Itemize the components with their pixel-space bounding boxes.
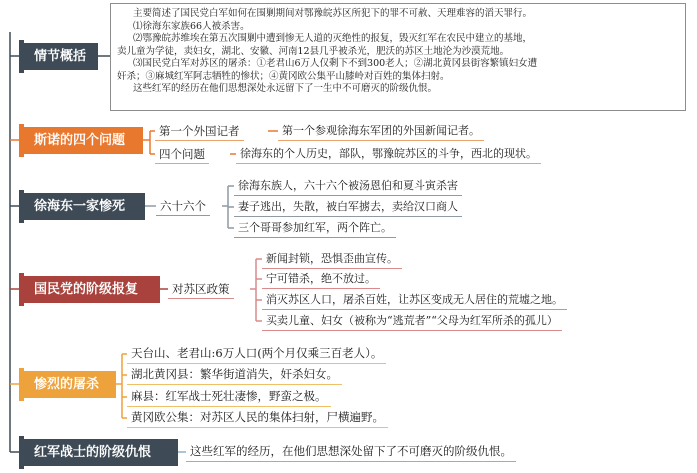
soviet-area-policy-hub: 对苏区政策 [168, 280, 234, 299]
family-item-2: 妻子逃出，失散，被白军掳去，卖给汉口商人 [234, 198, 462, 217]
first-foreign-reporter-label: 第一个外国记者 [155, 122, 244, 141]
summary-line-2: ⑴徐海东家族66人被杀害。 [133, 20, 250, 32]
sixty-six-hub: 六十六个 [156, 197, 210, 216]
category-plot-summary: 情节概括 [24, 43, 98, 70]
summary-line-5: ⑶国民党白军对苏区的屠杀：①老君山6万人仅剩下不到300老人；②湖北黄冈县街容繁镇妇女遭 [133, 58, 538, 69]
summary-line-1: 主要简述了国民党白军如何在围剿期间对鄂豫皖苏区所犯下的罪不可赦、天理难容的滔天罪行。 [133, 8, 533, 19]
policy-item-4: 买卖儿童、妇女（被称为“逃荒者”“父母为红军所杀的孤儿） [262, 312, 562, 331]
category-brutal-massacre: 惨烈的屠杀 [24, 371, 116, 398]
summary-line-3: ⑵鄂豫皖苏维埃在第五次围剿中遭到惨无人道的灭绝性的报复，毁灭红军在农民中建立的基地， [133, 33, 533, 44]
category-xu-family-deaths: 徐海东一家惨死 [24, 193, 145, 220]
class-hatred-detail: 这些红军的经历，在他们思想深处留下了不可磨灭的阶级仇恨。 [186, 441, 516, 462]
family-item-1: 徐海东族人，六十六个被汤恩伯和夏斗寅杀害 [234, 177, 462, 196]
policy-item-3: 消灭苏区人口，屠杀百姓，让苏区变成无人居住的荒墟之地。 [262, 291, 567, 310]
category-snow-four-questions: 斯诺的四个问题 [24, 127, 143, 154]
summary-line-7: 这些红军的经历在他们思想深处永远留下了一生中不可磨灭的阶级仇恨。 [133, 83, 438, 94]
policy-item-1: 新闻封锁，恐惧歪曲宣传。 [262, 250, 402, 269]
category-red-army-class-hatred: 红军战士的阶级仇恨 [24, 439, 178, 466]
massacre-item-4: 黄冈欧公集：对苏区人民的集体扫射，尸横遍野。 [127, 407, 388, 428]
category-kmt-class-revenge: 国民党的阶级报复 [24, 276, 160, 303]
four-questions-detail: 徐海东的个人历史，部队，鄂豫皖苏区的斗争，西北的现状。 [236, 145, 541, 164]
massacre-item-2: 湖北黄冈县：繁华街道消失，奸杀妇女。 [127, 364, 342, 385]
plot-summary-box [110, 3, 686, 111]
summary-line-6: 奸杀；③麻城红军阿志牺牲的惨状；④黄冈欧公集平山膝岭对百姓的集体扫射。 [117, 70, 450, 82]
first-foreign-reporter-detail: 第一个参观徐海东军团的外国新闻记者。 [278, 122, 484, 141]
massacre-item-3: 麻县：红军战士死壮凄惨，野蛮之极。 [127, 386, 331, 407]
policy-item-2: 宁可错杀，绝不放过。 [262, 270, 380, 289]
massacre-item-1: 天台山、老君山:6万人口(两个月仅乘三百老人）。 [127, 343, 386, 364]
four-questions-label: 四个问题 [155, 145, 209, 164]
summary-line-4: 卖儿童为学徒，卖妇女，湖北、安徽、河南12县几乎被杀光，肥沃的苏区土地沦为沙漠荒地。 [117, 45, 510, 57]
family-item-3: 三个哥哥参加红军，两个阵亡。 [234, 219, 396, 238]
